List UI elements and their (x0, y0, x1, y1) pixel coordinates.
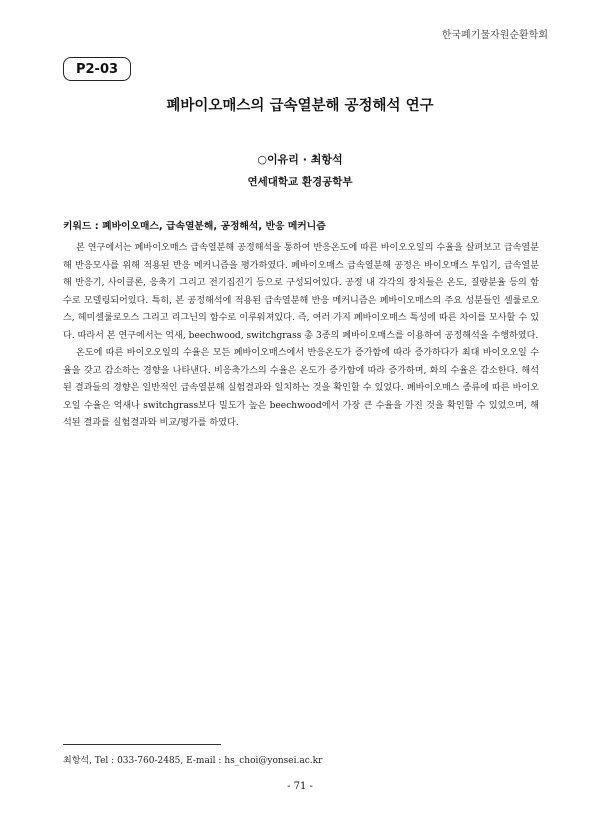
session-code: P2-03 (75, 61, 119, 77)
footnote-contact: 최항석, Tel : 033-760-2485, E-mail : hs_choi@yonsei.ac.kr (63, 756, 323, 766)
abstract-body (63, 240, 539, 433)
footnote-divider (63, 744, 221, 745)
abstract-paragraph-1: 본 연구에서는 폐바이오매스 급속열분해 공정해석을 통하여 반응온도에 따른 바이오오일의 수율을 살펴보고 급속열분해 반응모사를 위해 적용된 반응 메커니즘을 평가하였다. 폐바이오매스 급속열분해 공정은 바이오매스 투입기, 급속열분해 반응기, 사이클론, 응축기 그리고 전기집진기 등으로 구성되어있다. 공정 내 각각의 장치들은 온도, 질량분율 등의 함수로 모델링되어있다. 특히, 본 공정해석에 적용된 급속열분해 반응 메커니즘은 폐바이오매스의 주요 성분들인 셀룰로오스, 헤미셀룰로오스 그리고 리그닌의 함수로 이루워져있다. 즉, 여러 가지 폐바이오매스 특성에 따른 차이를 모사할 수 있다. 따라서 본 연구에서는 억새, beechwood, switchgrass 총 3종의 폐바이오매스를 이용하여 공정해석을 수행하였다. (63, 243, 539, 341)
authors: ○이유리 · 최항석 (257, 153, 343, 166)
session-code-badge (63, 57, 131, 81)
page-number: - 71 - (287, 781, 313, 792)
keywords: 키워드 : 폐바이오매스, 급속열분해, 공정해석, 반응 메커니즘 (63, 221, 326, 232)
affiliation: 연세대학교 환경공학부 (247, 176, 353, 188)
abstract-paragraph-2: 온도에 따른 바이오오일의 수율은 모든 폐바이오매스에서 반응온도가 증가함에 따라 증가하다가 최대 바이오오일 수율을 갖고 감소하는 경향을 나타낸다. 비응축가스의 수율은 온도가 증가함에 따라 증가하며, 화의 수율은 감소한다. 해석된 결과들의 경향은 일반적인 급속열분해 실험결과와 일치하는 것을 확인할 수 있었다. 폐바이오매스 종류에 따른 바이오오일 수율은 억새나 switchgrass보다 밀도가 높은 beechwood에서 가장 큰 수율을 가진 것을 확인할 수 있었으며, 해석된 결과를 실험결과와 비교/평가를 하였다. (63, 348, 539, 429)
header-organization: 한국폐기물자원순환학회 (441, 30, 548, 41)
paper-title: 폐바이오매스의 급속열분해 공정해석 연구 (166, 98, 434, 114)
